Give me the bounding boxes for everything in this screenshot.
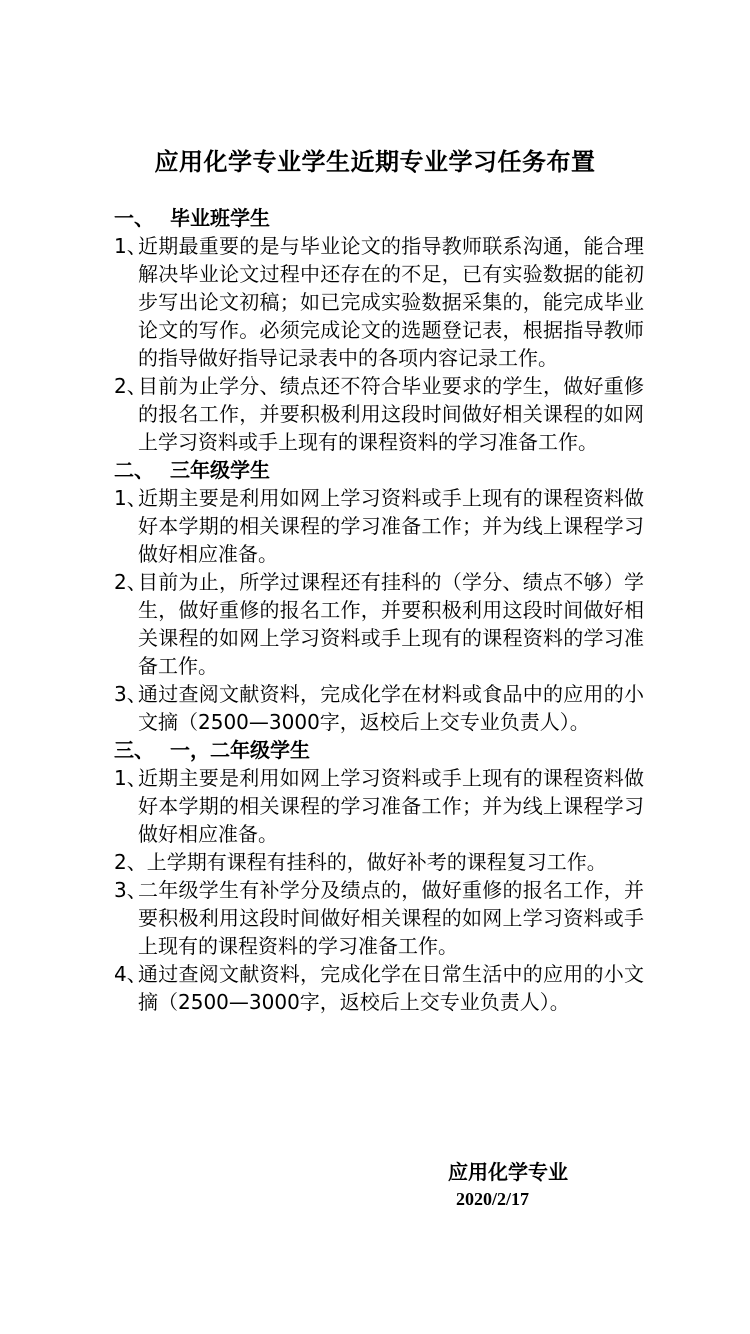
section-number: 三、 (114, 738, 154, 762)
section-heading-graduating (114, 204, 644, 232)
section-number: 一、 (114, 206, 154, 230)
task-item (114, 484, 644, 568)
item-text: 二年级学生有补学分及绩点的，做好重修的报名工作，并要积极利用这段时间做好相关课程的如网上学习资料或手上现有的课程资料的学习准备工作。 (138, 878, 644, 958)
task-item (114, 876, 644, 960)
task-item (114, 372, 644, 456)
item-text: 近期主要是利用如网上学习资料或手上现有的课程资料做好本学期的相关课程的学习准备工作；并为线上课程学习做好相应准备。 (138, 486, 644, 566)
item-text: 上学期有课程有挂科的，做好补考的课程复习工作。 (146, 850, 607, 874)
document-title: 应用化学专业学生近期专业学习任务布置 (154, 148, 596, 176)
item-text: 近期最重要的是与毕业论文的指导教师联系沟通，能合理解决毕业论文过程中还存在的不足，已有实验数据的能初步写出论文初稿；如已完成实验数据采集的，能完成毕业论文的写作。必须完成论文的选题登记表，根据指导教师的指导做好指导记录表中的各项内容记录工作。 (138, 234, 644, 370)
item-text: 目前为止，所学过课程还有挂科的（学分、绩点不够）学生，做好重修的报名工作，并要积极利用这段时间做好相关课程的如网上学习资料或手上现有的课程资料的学习准备工作。 (138, 570, 644, 678)
item-text: 通过查阅文献资料，完成化学在日常生活中的应用的小文摘（2500—3000字，返校后上交专业负责人）。 (138, 962, 644, 1014)
item-number: 3、 (114, 682, 147, 706)
section-title: 三年级学生 (170, 458, 270, 482)
task-item (114, 960, 644, 1016)
item-number: 2、 (114, 570, 147, 594)
item-number: 2、 (114, 850, 147, 874)
item-number: 2、 (114, 374, 147, 398)
task-item (114, 232, 644, 372)
document-body (114, 204, 644, 1016)
item-text: 目前为止学分、绩点还不符合毕业要求的学生，做好重修的报名工作，并要积极利用这段时间做好相关课程的如网上学习资料或手上现有的课程资料的学习准备工作。 (138, 374, 644, 454)
date: 2020/2/17 (456, 1189, 530, 1209)
section-title: 一，二年级学生 (170, 738, 310, 762)
signature: 应用化学专业 (448, 1160, 568, 1184)
section-number: 二、 (114, 458, 154, 482)
task-item (114, 764, 644, 848)
item-number: 1、 (114, 234, 147, 258)
item-text: 近期主要是利用如网上学习资料或手上现有的课程资料做好本学期的相关课程的学习准备工作；并为线上课程学习做好相应准备。 (138, 766, 644, 846)
item-text: 通过查阅文献资料，完成化学在材料或食品中的应用的小文摘（2500—3000字，返校后上交专业负责人）。 (138, 682, 644, 734)
item-number: 3、 (114, 878, 147, 902)
item-number: 4、 (114, 962, 147, 986)
section-heading-third-year (114, 456, 644, 484)
task-item (114, 848, 644, 876)
task-item (114, 568, 644, 680)
task-item (114, 680, 644, 736)
item-number: 1、 (114, 766, 147, 790)
item-number: 1、 (114, 486, 147, 510)
section-title: 毕业班学生 (170, 206, 270, 230)
section-heading-first-second-year (114, 736, 644, 764)
